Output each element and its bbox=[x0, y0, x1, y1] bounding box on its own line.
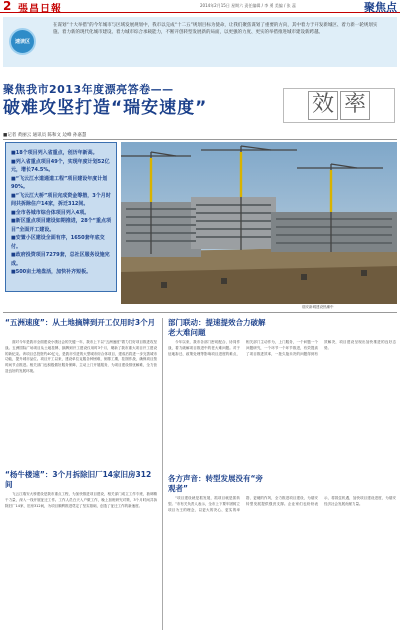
section-3-paragraph: 今年以来，我市各部门密切配合、协同作战，着力破解项目推进中的老大难问题。对于征地拆迁、政策处理等影响项目进度的难点，相关部门主动作为，上门服务，一个问题一个问题研究，一个环节一个环节推进，有效提高了项目推进效率，一批久拖未决的问题得到有效解决，项目建设呈现出加快推进的良好态势。 bbox=[168, 340, 396, 356]
fact-item: ■列入省重点项目49个，实现年度计划52亿元，增长74.5%。 bbox=[11, 158, 110, 173]
paper-name: 張昌日報 bbox=[18, 4, 62, 15]
fact-box bbox=[5, 142, 117, 292]
section-title: 聚焦点 bbox=[364, 1, 397, 14]
construction-photo bbox=[121, 142, 397, 304]
divider bbox=[3, 139, 397, 140]
masthead bbox=[0, 0, 400, 13]
masthead-meta: 2014年2月15日 星期六 责任编辑 / 李 勇 美编 / 张 蕊 bbox=[200, 3, 296, 8]
fact-item: ■安置小区建设全面有序，1650套年底交付。 bbox=[11, 235, 105, 250]
page-number: 2 bbox=[3, 0, 12, 13]
headline: 破难攻坚打造“瑞安速度” bbox=[3, 98, 208, 118]
section-3-title: 部门联动：提速提效合力破解老大难问题 bbox=[168, 318, 266, 338]
intro-badge: 速读区 bbox=[9, 28, 36, 55]
intro-banner bbox=[3, 17, 397, 67]
section-4-text bbox=[168, 496, 396, 630]
section-1-title: “五洲速度”：从土地摘牌到开工仅用时3个月 bbox=[5, 318, 156, 327]
section-1-paragraph: 面对今年是我市全面建设小康社会的关键一年，我市上下以“五洲速度”着力打好项目推进攻坚战。五洲国际广场项目从土地挂牌、摘牌到开工建设仅用时3个月，刷新了我市重大项目开工建设的新纪录。该项目总投资约40亿元，是我市引进的大型城市综合体项目，建成后将进一步完善城市功能，提升城市品位。项目开工以来，建设单位克服各种困难，倒排工期，挂图作战，确保项目按时间节点推进。相关部门也积极做好服务保障，主动上门开展服务，为项目建设排忧解难，全力营造良好的发展环境。 bbox=[5, 340, 157, 373]
kicker: 聚焦我市2013年度漂亮答卷—— bbox=[3, 83, 174, 96]
section-2-paragraph: 飞云江瑞安大桥建设是我市重点工程，为加快推进项目建设，相关部门成立工作专班，抽调精干力量，深入一线开展征迁工作。工作人员白天入户做工作，晚上加班研究对策，3个月时间共拆除旧厂14家、旧房312间，为项目顺利推进奠定了坚实基础，创造了征迁工作的新速度。 bbox=[5, 492, 157, 508]
photo-caption: 瑞安新城建设热潮中 bbox=[302, 305, 334, 309]
fact-item: ■新区重点项目建设如期推进，28个“重点项目”全面开工建设。 bbox=[11, 218, 111, 233]
fact-item: ■500亩土地盘活，加快补齐短板。 bbox=[11, 269, 92, 275]
efficiency-char: 效 bbox=[308, 91, 338, 119]
fact-item: ■政府投资项目7279套，总社区服务设施完成。 bbox=[11, 252, 110, 267]
divider bbox=[3, 312, 397, 313]
section-2-title: “杨牛楼速”：3个月拆除旧厂14家旧房312间 bbox=[5, 470, 152, 490]
column-divider bbox=[162, 318, 163, 630]
section-4-title: 各方声音：转型发展没有“旁观者” bbox=[168, 474, 263, 494]
section-4-paragraph: “项目建设就是抓发展，抓项目就是抓转型。”市有关负责人表示，全市上下要牢固树立项目为王的理念，以更大的决心、更实的举措、更硬的作风，全力推进项目建设，为瑞安转型发展提供强劲支撑。企业家们也纷纷表示，将抓住机遇，加快项目建设进度，为瑞安经济社会发展贡献力量。 bbox=[168, 496, 396, 512]
efficiency-char: 率 bbox=[340, 91, 370, 119]
efficiency-graphic bbox=[283, 88, 395, 123]
section-3-text bbox=[168, 340, 396, 468]
fact-item: ■“飞云江大桥”项目完成资金筹措，3个月时间共拆除住户14家，拆迁312间。 bbox=[11, 192, 111, 207]
fact-item: ■“飞云江水道通道工程”项目建设年度计划90%。 bbox=[11, 175, 108, 190]
intro-text: 在谋划“十大举措”的今年城市与区域发展规划中，我市以完成“十二五”规划目标为使命，让我们聚焦谋划了重要的方向，其中着力于开发新城区、着力新一轮规划实施、着力新的现代化城市建设、着力城市综合承载能力，不断开创转型发展新的局面，以更强的力度、更实的举措推进城市建设新跨越。 bbox=[53, 23, 378, 35]
fact-item: ■全市各城市综合体项目列入4项。 bbox=[11, 209, 90, 216]
section-2-text bbox=[5, 492, 157, 630]
fact-item: ■18个项目列入省重点，创历年新高。 bbox=[11, 150, 98, 156]
section-1-text bbox=[5, 340, 157, 463]
byline: ■记者 黄丽云 通讯员 陈和文 边峰 孙嘉慧 bbox=[3, 133, 87, 138]
